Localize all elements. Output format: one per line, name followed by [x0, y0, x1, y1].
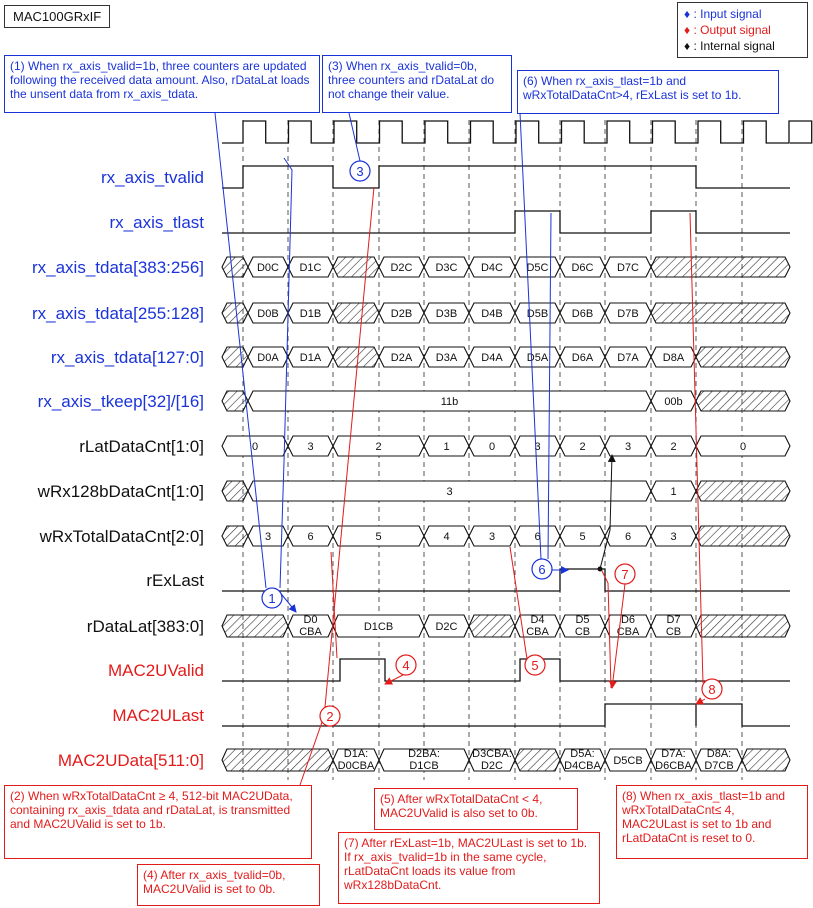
bus-rlatdatacnt-seg-7 — [605, 436, 651, 456]
bus-tdata-lo-seg-9 — [605, 347, 651, 367]
signal-label-3: rx_axis_tdata[255:128] — [31, 304, 204, 323]
bus-rlatdatacnt-seg-4 — [469, 436, 515, 456]
bus-rlatdatacnt-seg-5 — [515, 436, 560, 456]
bus-tdata-hi-seg-1 — [248, 257, 288, 277]
bus-tdata-mid-label-4: D2B — [390, 308, 413, 320]
arrow-n3 — [349, 113, 360, 161]
bus-mac2udata-label-3-0: D3CBA: — [472, 748, 512, 760]
bus-wrxtotaldatacnt-label-2: 6 — [307, 531, 314, 543]
bus-rlatdatacnt-label-8: 2 — [670, 441, 677, 453]
bus-tdata-hi-seg-5 — [424, 257, 469, 277]
bus-tdata-mid-seg-8 — [560, 303, 605, 323]
step-marker-6 — [532, 559, 552, 579]
bus-tkeep-shape-3 — [696, 391, 790, 411]
bus-rdatalat-label-6-0: D5 — [575, 614, 590, 626]
bus-tdata-mid-label-5: D3B — [435, 308, 458, 320]
bus-rdatalat-label-1-1: CBA — [299, 626, 322, 638]
wave-mac2uvalid — [222, 659, 790, 681]
step-marker-label-6: 6 — [538, 562, 546, 577]
bus-tdata-hi-shape-10 — [651, 257, 790, 277]
bus-rlatdatacnt-seg-8 — [651, 436, 696, 456]
step-marker-label-5: 5 — [531, 658, 539, 673]
bus-wrxtotaldatacnt-label-1: 3 — [264, 531, 272, 543]
bus-wrxtotaldatacnt-seg-10 — [696, 526, 790, 546]
wave-tvalid — [222, 166, 790, 188]
bus-tdata-hi-seg-2 — [288, 257, 333, 277]
bus-tdata-mid-seg-10 — [651, 303, 790, 323]
bus-wrxtotaldatacnt-seg-0 — [222, 526, 248, 546]
bus-mac2udata-seg-0 — [222, 749, 333, 771]
bus-tdata-lo-seg-7 — [515, 347, 560, 367]
signal-label-10: rDataLat[383:0] — [86, 617, 204, 636]
bus-tdata-lo-seg-5 — [424, 347, 469, 367]
bus-rdatalat-seg-4 — [469, 615, 515, 637]
bus-tdata-hi-label-6: D4C — [480, 262, 504, 274]
step-marker-label-2: 2 — [326, 709, 334, 724]
bus-rlatdatacnt-label-1: 3 — [307, 441, 314, 453]
clock-waveform — [222, 121, 812, 143]
bus-rlatdatacnt-seg-1 — [288, 436, 333, 456]
bus-tdata-lo-shape-0 — [222, 347, 248, 367]
bus-wrxtotaldatacnt-label-3: 5 — [375, 531, 382, 543]
bus-rlatdatacnt-seg-2 — [333, 436, 424, 456]
bus-wrxtotaldatacnt-shape-10 — [696, 526, 790, 546]
bus-wrxtotaldatacnt-label-9: 3 — [670, 531, 677, 543]
signal-label-4: rx_axis_tdata[127:0] — [50, 348, 204, 367]
bus-tdata-mid-shape-10 — [651, 303, 790, 323]
bus-rdatalat-seg-3 — [424, 615, 469, 637]
bus-tdata-lo-seg-4 — [379, 347, 424, 367]
bus-wrx128bdatacnt-shape-3 — [696, 481, 790, 501]
bus-mac2udata-label-8-1: D7CB — [704, 760, 734, 772]
bus-wrxtotaldatacnt-seg-4 — [424, 526, 469, 546]
bus-rdatalat-shape-4 — [469, 615, 515, 637]
bus-wrxtotaldatacnt-seg-2 — [288, 526, 333, 546]
bus-rdatalat-seg-1 — [288, 614, 333, 638]
bus-tdata-lo-shape-11 — [696, 347, 790, 367]
bus-mac2udata-label-7-0: D7A: — [661, 748, 686, 760]
signal-waveforms — [222, 166, 790, 772]
bus-wrxtotaldatacnt-seg-5 — [469, 526, 515, 546]
bus-tdata-mid-seg-5 — [424, 303, 469, 323]
bus-rdatalat-seg-8 — [651, 614, 696, 638]
bus-tdata-lo-seg-11 — [696, 347, 790, 367]
bus-wrxtotaldatacnt-seg-9 — [651, 526, 696, 546]
wave-mac2ulast — [222, 704, 790, 726]
bus-rdatalat-label-2: D1CB — [363, 621, 394, 633]
bus-tdata-hi-shape-3 — [333, 257, 379, 277]
bus-rdatalat-shape-9 — [696, 615, 790, 637]
bus-rdatalat-label-8-0: D7 — [666, 614, 681, 626]
bus-mac2udata-label-5-1: D4CBA — [564, 760, 601, 772]
bus-tkeep-label-2: 00b — [664, 396, 683, 408]
signal-label-1: rx_axis_tlast — [109, 213, 204, 232]
bus-tdata-mid-seg-2 — [288, 303, 333, 323]
note-6: (6) When rx_axis_tlast=1b and wRxTotalDataCnt>4, rExLast is set to 1b. — [517, 70, 779, 114]
bus-tdata-hi-seg-6 — [469, 257, 515, 277]
bus-rdatalat-label-3: D2C — [435, 621, 458, 633]
bus-tkeep-seg-3 — [696, 391, 790, 411]
signal-label-5: rx_axis_tkeep[32]/[16] — [37, 392, 204, 411]
arrow-n1-c — [280, 158, 292, 588]
bus-tdata-hi-seg-9 — [605, 257, 651, 277]
bus-wrx128bdatacnt-seg-2 — [651, 481, 696, 501]
bus-rdatalat-seg-7 — [605, 614, 651, 638]
clock-signal — [222, 121, 812, 143]
bus-rdatalat-label-5-1: CBA — [526, 626, 549, 638]
step-marker-4 — [396, 655, 416, 675]
bus-tdata-mid-label-9: D7B — [617, 308, 639, 320]
note-5: (5) After wRxTotalDataCnt < 4, MAC2UValid is also set to 0b. — [374, 788, 578, 830]
signal-label-9: rExLast — [146, 571, 204, 590]
bus-rlatdatacnt-seg-0 — [222, 436, 288, 456]
bus-rdatalat-label-5-0: D4 — [530, 614, 545, 626]
bus-tkeep-seg-2 — [651, 391, 696, 411]
bus-rdatalat-shape-0 — [222, 615, 288, 637]
bus-tdata-lo-label-7: D5A — [526, 352, 549, 364]
bus-rdatalat-label-8-1: CB — [665, 626, 682, 638]
bus-mac2udata-label-8-0: D8A: — [706, 748, 732, 760]
bus-mac2udata-shape-9 — [742, 749, 790, 771]
bus-tdata-lo-shape-3 — [333, 347, 379, 367]
bus-mac2udata-label-5-0: D5A: — [570, 748, 595, 760]
bus-tdata-lo-seg-3 — [333, 347, 379, 367]
step-marker-3 — [350, 161, 370, 181]
step-marker-label-8: 8 — [708, 682, 716, 697]
step-marker-label-7: 7 — [621, 567, 629, 582]
note-4: (4) After rx_axis_tvalid=0b, MAC2UValid is set to 0b. — [137, 864, 320, 906]
bus-mac2udata-label-6: D5CB — [613, 755, 643, 767]
bus-tdata-mid-seg-1 — [248, 303, 288, 323]
arrow-n4 — [385, 675, 403, 684]
bus-mac2udata-seg-7 — [651, 748, 696, 772]
wave-rexlast — [222, 569, 790, 591]
signal-label-12: MAC2ULast — [112, 706, 204, 725]
legend-output: ♦ : Output signal — [684, 23, 771, 37]
bus-tdata-hi-seg-7 — [515, 257, 560, 277]
bus-mac2udata-shape-0 — [222, 749, 333, 771]
bus-mac2udata-label-1-0: D1A: — [343, 748, 369, 760]
diagram-title: MAC100GRxIF — [4, 5, 110, 28]
bus-rlatdatacnt-label-9: 0 — [739, 441, 747, 453]
bus-rlatdatacnt-label-6: 2 — [579, 441, 586, 453]
bus-mac2udata-shape-4 — [515, 749, 560, 771]
bus-tdata-lo-seg-6 — [469, 347, 515, 367]
bus-rlatdatacnt-label-3: 1 — [443, 441, 450, 453]
bus-tdata-hi-label-4: D2C — [390, 262, 413, 274]
bus-mac2udata-seg-9 — [742, 749, 790, 771]
bus-wrxtotaldatacnt-seg-7 — [560, 526, 605, 546]
bus-wrx128bdatacnt-shape-0 — [222, 481, 248, 501]
bus-mac2udata-seg-1 — [333, 748, 379, 772]
bus-tdata-mid-seg-6 — [469, 303, 515, 323]
bus-mac2udata-seg-4 — [515, 749, 560, 771]
bus-tdata-hi-seg-3 — [333, 257, 379, 277]
bus-tdata-mid-seg-9 — [605, 303, 651, 323]
bus-tdata-lo-label-2: D1A — [299, 352, 322, 364]
bus-wrxtotaldatacnt-label-7: 5 — [579, 531, 586, 543]
bus-tdata-hi-label-2: D1C — [299, 262, 322, 274]
bus-rdatalat-seg-6 — [560, 614, 605, 638]
bus-mac2udata-label-2-1: D1CB — [409, 760, 439, 772]
bus-tdata-lo-seg-2 — [288, 347, 333, 367]
legend-internal: ♦ : Internal signal — [684, 39, 775, 53]
bus-wrx128bdatacnt-seg-1 — [248, 481, 651, 501]
arrow-n2-b — [331, 552, 337, 658]
signal-labels — [32, 168, 204, 770]
bus-tdata-lo-seg-10 — [651, 347, 696, 367]
bus-tdata-mid-shape-3 — [333, 303, 379, 323]
bus-rdatalat-label-7-0: D6 — [620, 614, 636, 626]
bus-tdata-lo-label-1: D0A — [257, 352, 279, 364]
bus-rlatdatacnt-seg-6 — [560, 436, 605, 456]
bus-wrx128bdatacnt-label-1: 3 — [446, 486, 453, 498]
bus-tdata-mid-seg-3 — [333, 303, 379, 323]
bus-tdata-lo-seg-8 — [560, 347, 605, 367]
arrow-internal — [600, 455, 612, 569]
bus-tkeep-shape-0 — [222, 391, 248, 411]
bus-tdata-hi-label-1: D0C — [256, 262, 280, 274]
legend-input: ♦ : Input signal — [684, 7, 762, 21]
bus-wrxtotaldatacnt-seg-3 — [333, 526, 424, 546]
bus-tdata-mid-seg-4 — [379, 303, 424, 323]
arrow-n8-b — [696, 699, 705, 704]
bus-tdata-lo-seg-1 — [248, 347, 288, 367]
bus-mac2udata-seg-3 — [469, 748, 515, 772]
step-marker-8 — [702, 679, 722, 699]
bus-tdata-hi-seg-8 — [560, 257, 605, 277]
bus-tkeep-seg-1 — [248, 391, 651, 411]
signal-label-6: rLatDataCnt[1:0] — [79, 437, 204, 456]
bus-tdata-mid-label-6: D4B — [481, 308, 503, 320]
bus-tdata-hi-seg-10 — [651, 257, 790, 277]
bus-wrxtotaldatacnt-label-6: 6 — [534, 531, 541, 543]
step-marker-label-4: 4 — [402, 658, 410, 673]
bus-tdata-mid-label-7: D5B — [526, 308, 549, 320]
note-3: (3) When rx_axis_tvalid=0b, three counters and rDataLat do not change their value. — [322, 55, 512, 113]
step-marker-label-3: 3 — [356, 164, 364, 179]
step-marker-2 — [320, 706, 340, 726]
step-marker-7 — [615, 564, 635, 584]
bus-tdata-lo-label-6: D4A — [481, 352, 503, 364]
arrow-n5 — [510, 547, 527, 659]
bus-tdata-mid-shape-0 — [222, 303, 248, 323]
bus-wrx128bdatacnt-seg-0 — [222, 481, 248, 501]
bus-tkeep-label-1: 11b — [440, 396, 459, 408]
bus-wrx128bdatacnt-label-2: 1 — [670, 486, 677, 498]
step-marker-1 — [262, 588, 282, 608]
bus-rdatalat-seg-9 — [696, 615, 790, 637]
bus-tdata-mid-seg-7 — [515, 303, 560, 323]
bus-tdata-hi-shape-0 — [222, 257, 248, 277]
wave-tlast — [222, 211, 790, 233]
bus-rlatdatacnt-label-7: 3 — [624, 441, 632, 453]
bus-mac2udata-seg-6 — [605, 749, 651, 771]
bus-tdata-lo-label-10: D8A — [662, 352, 685, 364]
bus-tdata-lo-label-9: D7A — [617, 352, 639, 364]
bus-tdata-mid-seg-0 — [222, 303, 248, 323]
note-8: (8) When rx_axis_tlast=1b and wRxTotalDataCnt≤ 4, MAC2ULast is set to 1b and rLatDataCnt is reset to 0. — [616, 785, 808, 859]
bus-wrxtotaldatacnt-label-4: 4 — [443, 531, 450, 543]
bus-tdata-mid-label-8: D6B — [571, 308, 594, 320]
bus-mac2udata-seg-2 — [379, 748, 469, 772]
bus-rlatdatacnt-label-2: 2 — [375, 441, 382, 453]
bus-mac2udata-label-3-1: D2C — [480, 760, 504, 772]
bus-tdata-lo-label-5: D3A — [435, 352, 458, 364]
bus-rdatalat-seg-0 — [222, 615, 288, 637]
bus-tdata-hi-seg-0 — [222, 257, 248, 277]
bus-wrxtotaldatacnt-label-5: 3 — [488, 531, 496, 543]
signal-label-0: rx_axis_tvalid — [101, 168, 204, 187]
bus-tdata-hi-seg-4 — [379, 257, 424, 277]
bus-tdata-hi-label-7: D5C — [526, 262, 549, 274]
bus-rdatalat-label-6-1: CB — [574, 626, 591, 638]
bus-tdata-hi-label-8: D6C — [571, 262, 594, 274]
bus-tdata-mid-label-1: D0B — [257, 308, 279, 320]
bus-tdata-lo-label-8: D6A — [571, 352, 594, 364]
bus-rlatdatacnt-seg-3 — [424, 436, 469, 456]
bus-rdatalat-seg-2 — [333, 615, 424, 637]
note-1: (1) When rx_axis_tvalid=1b, three counters are updated following the received data amount. Also, rDataLat loads the unsent data from rx_axis_tdata. — [4, 55, 320, 113]
bus-mac2udata-seg-5 — [560, 748, 605, 772]
bus-rdatalat-label-7-1: CBA — [616, 626, 640, 638]
bus-wrxtotaldatacnt-label-8: 6 — [624, 531, 632, 543]
step-marker-label-1: 1 — [268, 591, 276, 606]
bus-tdata-mid-label-2: D1B — [299, 308, 322, 320]
bus-mac2udata-label-1-1: D0CBA — [337, 760, 375, 772]
signal-label-13: MAC2UData[511:0] — [57, 751, 204, 770]
bus-mac2udata-seg-8 — [696, 748, 742, 772]
signal-label-8: wRxTotalDataCnt[2:0] — [39, 527, 204, 546]
bus-tdata-hi-label-9: D7C — [616, 262, 640, 274]
bus-rlatdatacnt-label-4: 0 — [488, 441, 496, 453]
signal-label-11: MAC2UValid — [107, 661, 204, 680]
bus-rdatalat-label-1-0: D0 — [303, 614, 318, 626]
bus-tdata-lo-seg-0 — [222, 347, 248, 367]
bus-wrx128bdatacnt-seg-3 — [696, 481, 790, 501]
note-2: (2) When wRxTotalDataCnt ≥ 4, 512-bit MAC2UData, containing rx_axis_tdata and rDataLat, is transmitted and MAC2UValid is set to 1b. — [4, 785, 312, 859]
bus-wrxtotaldatacnt-seg-8 — [605, 526, 651, 546]
bus-rlatdatacnt-seg-9 — [696, 436, 790, 456]
signal-label-2: rx_axis_tdata[383:256] — [31, 258, 204, 277]
signal-label-7: wRx128bDataCnt[1:0] — [37, 482, 204, 501]
step-marker-5 — [525, 655, 545, 675]
bus-rlatdatacnt-label-5: 3 — [534, 441, 541, 453]
note-7: (7) After rExLast=1b, MAC2ULast is set to 1b. If rx_axis_tvalid=1b in the same cycle, rLatDataCnt loads its value from wRx128bDataCnt. — [338, 832, 600, 904]
bus-wrxtotaldatacnt-seg-6 — [515, 526, 560, 546]
bus-mac2udata-label-7-1: D6CBA — [655, 760, 692, 772]
bus-wrxtotaldatacnt-shape-0 — [222, 526, 248, 546]
bus-rlatdatacnt-label-0: 0 — [251, 441, 259, 453]
bus-tdata-lo-label-4: D2A — [390, 352, 413, 364]
bus-tkeep-seg-0 — [222, 391, 248, 411]
bus-mac2udata-label-2-0: D2BA: — [408, 748, 440, 760]
bus-tdata-hi-label-5: D3C — [435, 262, 458, 274]
